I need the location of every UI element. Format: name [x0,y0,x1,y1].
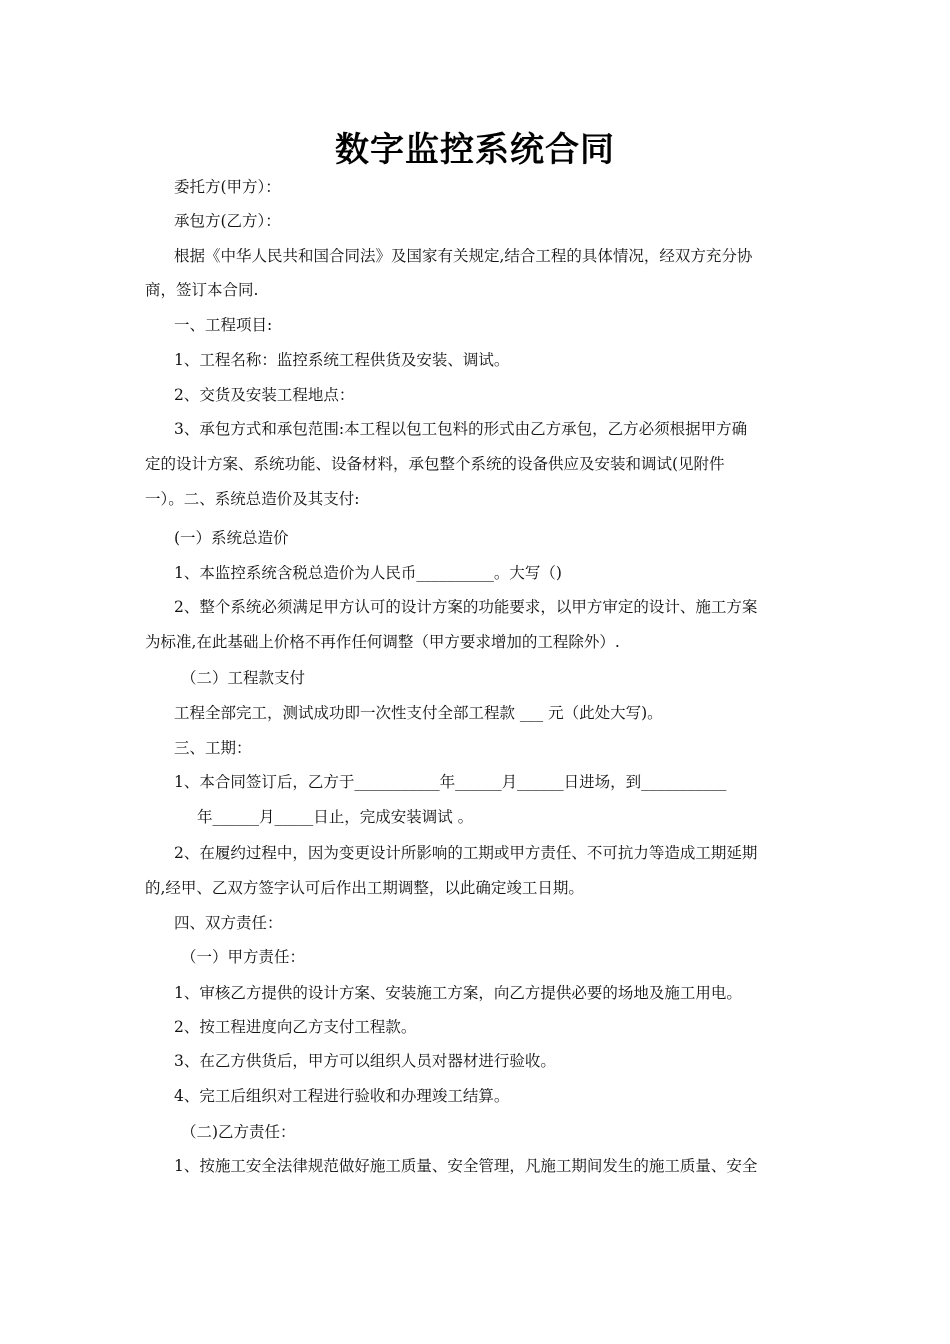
clause-3-1-line-2: 年______月_____日止，完成安装调试 。 [197,808,474,826]
clause-1-3-line-1: 3、承包方式和承包范围:本工程以包工包料的形式由乙方承包，乙方必须根据甲方确 [174,420,748,438]
clause-2-1: 1、本监控系统含税总造价为人民币__________。大写（) [174,564,562,582]
clause-2-2-line-2: 为标准,在此基础上价格不再作任何调整（甲方要求增加的工程除外）. [145,633,620,651]
document-title: 数字监控系统合同 [335,130,615,170]
clause-4-1-1: 1、审核乙方提供的设计方案、安装施工方案，向乙方提供必要的场地及施工用电。 [174,984,742,1002]
clause-4-1-4: 4、完工后组织对工程进行验收和办理竣工结算。 [174,1087,510,1105]
subsection-total-price: (一）系统总造价 [174,529,289,547]
clause-3-1-line-1: 1、本合同签订后，乙方于___________年______月______日进场，到___________ [174,773,727,791]
clause-1-3-line-3: 一）。二、系统总造价及其支付: [145,490,360,508]
section-heading-1: 一、工程项目: [174,316,273,334]
preamble-line-2: 商，签订本合同. [145,281,259,299]
clause-3-2-line-2: 的,经甲、乙双方签字认可后作出工期调整，以此确定竣工日期。 [145,879,584,897]
subsection-party-b: （二)乙方责任： [181,1123,296,1141]
clause-4-1-3: 3、在乙方供货后，甲方可以组织人员对器材进行验收。 [174,1052,556,1070]
clause-4-1-2: 2、按工程进度向乙方支付工程款。 [174,1018,417,1036]
subsection-party-a: （一）甲方责任： [181,948,306,966]
preamble-line-1: 根据《中华人民共和国合同法》及国家有关规定,结合工程的具体情况，经双方充分协 [174,247,753,265]
clause-3-2-line-1: 2、在履约过程中，因为变更设计所影响的工期或甲方责任、不可抗力等造成工期延期 [174,844,758,862]
clause-1-2: 2、交货及安装工程地点： [174,386,355,404]
subsection-payment: （二）工程款支付 [181,669,306,687]
clause-1-3-line-2: 定的设计方案、系统功能、设备材料，承包整个系统的设备供应及安装和调试(见附件 [145,455,725,473]
payment-terms: 工程全部完工，测试成功即一次性支付全部工程款 ___ 元（此处大写)。 [174,704,663,722]
clause-2-2-line-1: 2、整个系统必须满足甲方认可的设计方案的功能要求，以甲方审定的设计、施工方案 [174,598,758,616]
section-heading-4: 四、双方责任： [174,914,283,932]
clause-1-1: 1、工程名称：监控系统工程供货及安装、调试。 [174,351,510,369]
section-heading-3: 三、工期： [174,739,252,757]
clause-4-2-1: 1、按施工安全法律规范做好施工质量、安全管理，凡施工期间发生的施工质量、安全 [174,1157,758,1175]
contractor-party-line: 承包方(乙方）： [174,212,281,230]
client-party-line: 委托方(甲方）： [174,178,281,196]
